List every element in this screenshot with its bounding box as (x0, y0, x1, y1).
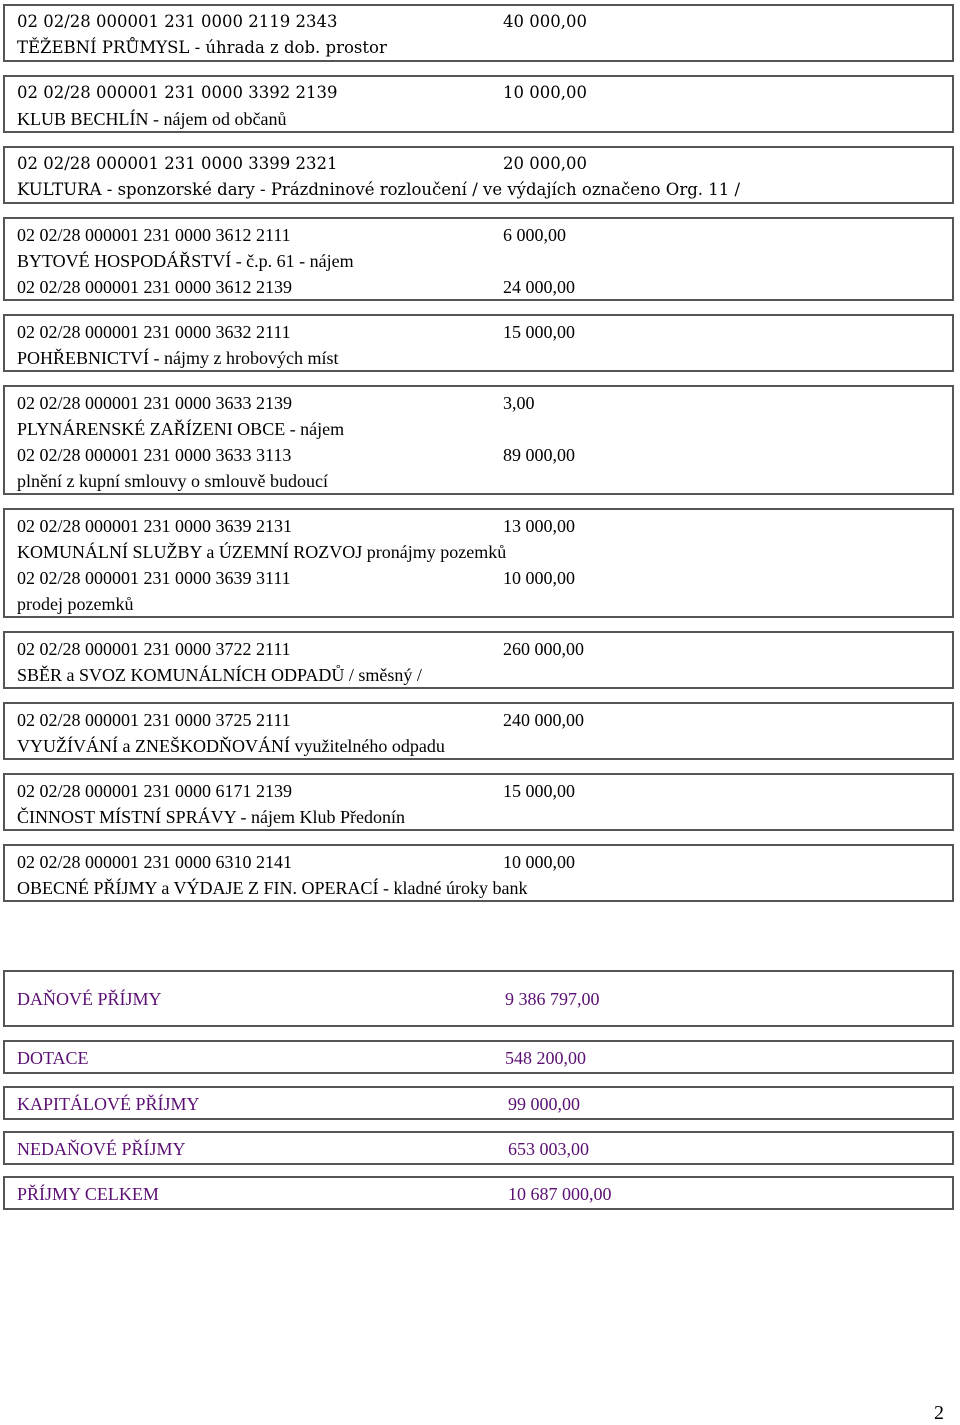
entry-code: 02 02/28 000001 231 0000 3633 2139 (17, 393, 293, 413)
summary-label: DAŇOVÉ PŘÍJMY (17, 989, 162, 1009)
entry-amount: 10 000,00 (503, 83, 587, 102)
entry-block (3, 773, 954, 831)
entry-code: 02 02/28 000001 231 0000 3722 2111 (17, 639, 291, 659)
entry-block (3, 508, 954, 618)
entry-code: 02 02/28 000001 231 0000 2119 2343 (17, 12, 338, 31)
summary-value: 9 386 797,00 (505, 989, 600, 1009)
entry-block (3, 75, 954, 133)
entry-code: 02 02/28 000001 231 0000 6310 2141 (17, 852, 293, 872)
summary-label: KAPITÁLOVÉ PŘÍJMY (17, 1094, 200, 1114)
entry-amount: 6 000,00 (503, 225, 566, 245)
entry-code: 02 02/28 000001 231 0000 3725 2111 (17, 710, 291, 730)
entry-amount: 3,00 (503, 393, 535, 413)
summary-row-prijmy-celkem (3, 1176, 954, 1210)
entry-amount-secondary: 10 000,00 (503, 568, 575, 588)
entry-block (3, 631, 954, 689)
summary-value: 99 000,00 (508, 1094, 580, 1114)
summary-row-kapitalove-prijmy (3, 1086, 954, 1120)
summary-row-danove-prijmy (3, 970, 954, 1027)
entry-amount-secondary: 89 000,00 (503, 445, 575, 465)
entry-amount: 10 000,00 (503, 852, 575, 872)
summary-value: 548 200,00 (505, 1048, 586, 1068)
summary-value: 653 003,00 (508, 1139, 589, 1159)
summary-label: DOTACE (17, 1048, 89, 1068)
entry-label: KOMUNÁLNÍ SLUŽBY a ÚZEMNÍ ROZVOJ pronájmy pozemků (17, 542, 507, 562)
entry-amount: 40 000,00 (503, 12, 587, 31)
entry-code: 02 02/28 000001 231 0000 3632 2111 (17, 322, 291, 342)
entry-amount: 15 000,00 (503, 322, 575, 342)
entry-label: SBĚR a SVOZ KOMUNÁLNÍCH ODPADŮ / směsný / (17, 665, 422, 685)
entry-code: 02 02/28 000001 231 0000 6171 2139 (17, 781, 293, 801)
entry-amount: 260 000,00 (503, 639, 584, 659)
entry-code: 02 02/28 000001 231 0000 3392 2139 (17, 83, 338, 102)
entry-amount: 240 000,00 (503, 710, 584, 730)
entry-block (3, 385, 954, 495)
entry-label: KULTURA - sponzorské dary - Prázdninové rozloučení / ve výdajích označeno Org. 11 / (17, 180, 741, 199)
entry-label: ČINNOST MÍSTNÍ SPRÁVY - nájem Klub Předonín (17, 807, 406, 827)
entry-label-secondary: prodej pozemků (17, 594, 134, 614)
entry-label: TĚŽEBNÍ PRŮMYSL - úhrada z dob. prostor (17, 38, 387, 57)
page-number: 2 (934, 1402, 944, 1424)
entry-amount: 15 000,00 (503, 781, 575, 801)
summary-label: PŘÍJMY CELKEM (17, 1184, 159, 1204)
entry-amount: 20 000,00 (503, 154, 587, 173)
entry-code: 02 02/28 000001 231 0000 3612 2111 (17, 225, 291, 245)
entry-amount: 13 000,00 (503, 516, 575, 536)
entry-block (3, 146, 954, 204)
entry-code: 02 02/28 000001 231 0000 3639 2131 (17, 516, 293, 536)
entry-block (3, 314, 954, 372)
summary-row-dotace (3, 1040, 954, 1074)
entry-label: POHŘEBNICTVÍ - nájmy z hrobových míst (17, 348, 339, 368)
summary-value: 10 687 000,00 (508, 1184, 612, 1204)
summary-row-nedanove-prijmy (3, 1131, 954, 1165)
entry-label-secondary: plnění z kupní smlouvy o smlouvě budoucí (17, 471, 328, 491)
summary-label: NEDAŇOVÉ PŘÍJMY (17, 1139, 186, 1159)
entry-code-secondary: 02 02/28 000001 231 0000 3639 3111 (17, 568, 291, 588)
entry-code: 02 02/28 000001 231 0000 3399 2321 (17, 154, 338, 173)
entry-label: OBECNÉ PŘÍJMY a VÝDAJE Z FIN. OPERACÍ - kladné úroky bank (17, 878, 528, 898)
entry-code-secondary: 02 02/28 000001 231 0000 3612 2139 (17, 277, 293, 297)
entry-block (3, 844, 954, 902)
entry-label: BYTOVÉ HOSPODÁŘSTVÍ - č.p. 61 - nájem (17, 251, 354, 271)
entry-amount-secondary: 24 000,00 (503, 277, 575, 297)
entry-block (3, 4, 954, 62)
entry-label: VYUŽÍVÁNÍ a ZNEŠKODŇOVÁNÍ využitelného odpadu (17, 736, 445, 756)
entry-label: KLUB BECHLÍN - nájem od občanů (17, 109, 287, 129)
entry-block (3, 217, 954, 301)
entry-code-secondary: 02 02/28 000001 231 0000 3633 3113 (17, 445, 292, 465)
entry-label: PLYNÁRENSKÉ ZAŘÍZENI OBCE - nájem (17, 419, 345, 439)
entry-block (3, 702, 954, 760)
